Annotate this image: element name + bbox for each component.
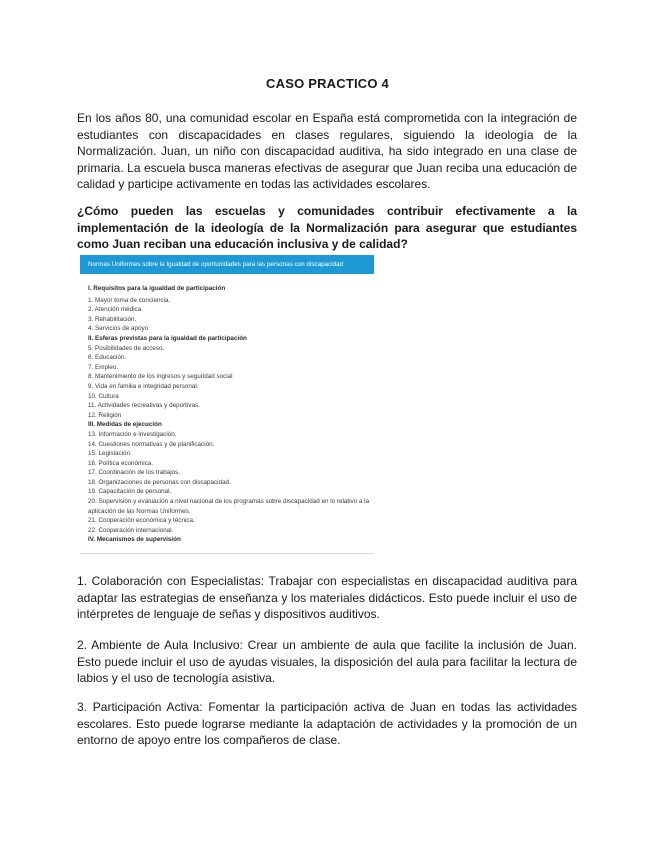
figure-section-heading: II. Esferas previstas para la igualdad de participación [88, 334, 247, 342]
figure-list-item: 6. Educación. [88, 354, 127, 362]
figure-list-item: 11. Actividades recreativas y deportivas. [88, 402, 200, 410]
figure-list-item: 14. Cuestiones normativas y de planificación. [88, 440, 215, 448]
figure-list-item: 5. Posibilidades de acceso. [88, 344, 165, 352]
figure-header: Normas Uniformes sobre la Igualdad de oportunidades para las personas con discapacidad [80, 255, 374, 274]
figure-list-item: 7. Empleo. [88, 363, 119, 371]
figure-list-item: 4. Servicios de apoyo [88, 325, 149, 333]
figure-list-item: 9. Vida en familia e integridad personal. [88, 382, 199, 390]
answer-paragraph-3: 3. Participación Activa: Fomentar la participación activa de Juan en todas las actividades escolares. Esto puede lograrse mediante la adaptación de actividades y la promoción de un entorno de apoyo entre los compañeros de clase. [77, 700, 577, 747]
figure-list-item: 3. Rehabilitación. [88, 315, 137, 323]
document-title: CASO PRACTICO 4 [266, 76, 389, 91]
figure-list-item: 21. Cooperación económica y técnica. [88, 517, 195, 525]
figure-section-heading: IV. Mecanismos de supervisión [88, 536, 181, 544]
figure-list-item: 16. Política económica. [88, 459, 154, 467]
figure-list-item: 2. Atención médica. [88, 306, 143, 314]
figure-list-item: 10. Cultura [88, 392, 119, 400]
figure-list-item: 13. Información e investigación. [88, 430, 177, 438]
figure-list-item: 8. Mantenimiento de los ingresos y seguridad social [88, 373, 233, 381]
answer-paragraph-2: 2. Ambiente de Aula Inclusivo: Crear un ambiente de aula que facilite la inclusión de Juan. Esto puede incluir el uso de ayudas visuales, la disposición del aula para facilitar la lectura de labios y el uso de tecnología asistiva. [77, 638, 577, 685]
figure-list-item: 17. Coordinación de los trabajos. [88, 469, 181, 477]
figure-section-heading: I. Requisitos para la igualdad de participación [88, 285, 226, 292]
figure-list-item: 1. Mayor toma de conciencia. [88, 296, 171, 304]
figure-list-item: 15. Legislación. [88, 450, 132, 458]
figure-section-heading: III. Medidas de ejecución [88, 421, 162, 429]
figure-list-item: 18. Organizaciones de personas con discapacidad. [88, 478, 231, 486]
figure-list-item: 12. Religión [88, 411, 122, 419]
answer-paragraph-1: 1. Colaboración con Especialistas: Trabajar con especialistas en discapacidad auditiva para adaptar las estrategias de enseñanza y los materiales didácticos. Esto puede incluir el uso de intérpretes de lenguaje de señas y dispositivos auditivos. [77, 574, 577, 621]
figure-list-item: 22. Cooperación internacional. [88, 526, 174, 534]
intro-paragraph: En los años 80, una comunidad escolar en España está comprometida con la integración de estudiantes con discapacidades en clases regulares, siguiendo la ideología de la Normalización. Juan, un niño con discapacidad auditiva, ha sido integrado en una clase de primaria. La escuela busca maneras efectivas de asegurar que Juan reciba una educación de calidad y participe activamente en todas las actividades escolares. [77, 111, 577, 191]
figure-list [80, 274, 374, 545]
figure-list-item: 20. Supervisión y evaluación a nivel nacional de los programas sobre discapacidad en lo relativo a la aplicación de las Normas Uniformes. [88, 498, 370, 515]
norms-figure [80, 255, 374, 554]
question-paragraph: ¿Cómo pueden las escuelas y comunidades contribuir efectivamente a la implementación de la ideología de la Normalización para asegurar que estudiantes como Juan reciban una educación inclusiva y de calidad? [77, 204, 577, 251]
figure-list-item: 19. Capacitación de personal. [88, 488, 172, 496]
